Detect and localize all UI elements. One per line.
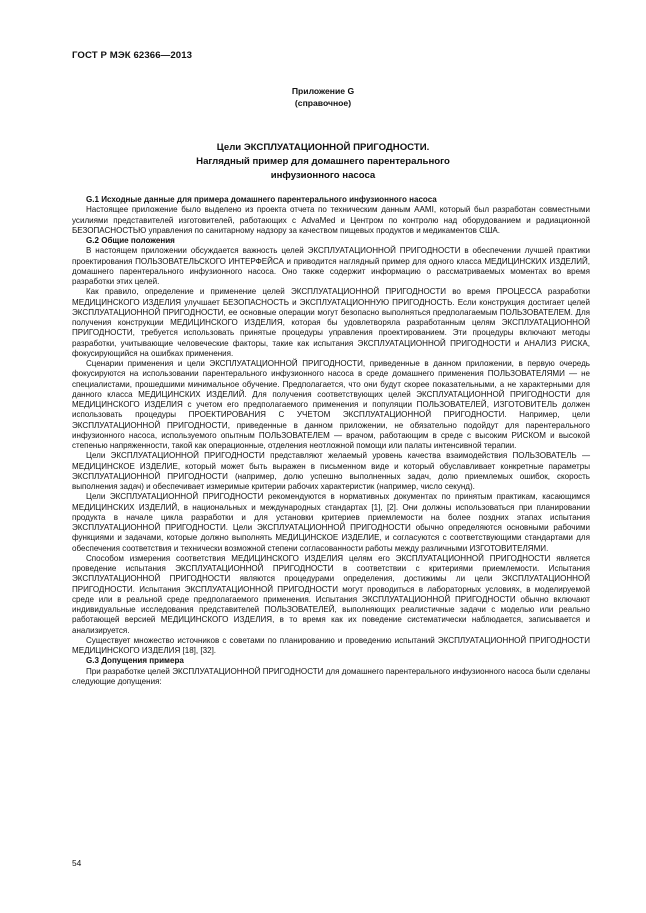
title-line-2: Наглядный пример для домашнего парентерального: [196, 156, 450, 167]
title-line-1: Цели ЭКСПЛУАТАЦИОННОЙ ПРИГОДНОСТИ.: [216, 142, 430, 153]
page-number: 54: [72, 858, 82, 868]
paragraph: Цели ЭКСПЛУАТАЦИОННОЙ ПРИГОДНОСТИ представляют желаемый уровень качества взаимодействия ПОЛЬЗОВАТЕЛЬ — МЕДИЦИНСКОЕ ИЗДЕЛИЕ, который может быть выражен в письменном виде и который обуславливает конкретные параметры ЭКСПЛУАТАЦИОННОЙ ПРИГОДНОСТИ (например, долю успешно выполненных задач, долю приемлемых ошибок, скорость выполнения задач) и обеспечивает измеримые критерии рабочих характеристик (например, число секунд).: [72, 451, 590, 491]
paragraph: Существует множество источников с советами по планированию и проведению испытаний ЭКСПЛУАТАЦИОННОЙ ПРИГОДНОСТИ МЕДИЦИНСКОГО ИЗДЕЛИЯ [18], [32].: [72, 635, 590, 655]
section-heading: G.3 Допущения примера: [86, 656, 184, 666]
document-body: [72, 195, 590, 687]
annex-title: [0, 141, 646, 183]
section-g2: [72, 236, 590, 656]
section-g3: [72, 656, 590, 687]
paragraph: Сценарии применения и цели ЭКСПЛУАТАЦИОННОЙ ПРИГОДНОСТИ, приведенные в данном приложении, в первую очередь фокусируются на использовании парентерального инфузионного насоса в среде домашнего применения ПОЛЬЗОВАТЕЛЯМИ — не специалистами, прошедшими минимальное обучение. Предполагается, что они будут скорее показательными, а не характерными для данного класса МЕДИЦИНСКИХ ИЗДЕЛИЙ. Для получения соответствующих целей ЭКСПЛУАТАЦИОННОЙ ПРИГОДНОСТИ для МЕДИЦИНСКОГО ИЗДЕЛИЯ с учетом его предполагаемого применения и популяции ПОЛЬЗОВАТЕЛЕЙ, ИЗГОТОВИТЕЛЬ должен использовать процедуры ПРОЕКТИРОВАНИЯ С УЧЕТОМ ЭКСПЛУАТАЦИОННОЙ ПРИГОДНОСТИ. Например, цели ЭКСПЛУАТАЦИОННОЙ ПРИГОДНОСТИ, приведенные в данном приложении, не обязательно подойдут для парентерального инфузионного насоса, используемого опытным ПОЛЬЗОВАТЕЛЕМ — врачом, работающим в среде с высоким РИСКОМ и высокой степенью напряженности, такой как операционные, отделения неотложной помощи или палаты интенсивной терапии.: [72, 359, 590, 450]
standard-designation: ГОСТ Р МЭК 62366—2013: [72, 50, 193, 61]
paragraph: В настоящем приложении обсуждается важность целей ЭКСПЛУАТАЦИОННОЙ ПРИГОДНОСТИ в обеспечении лучшей практики проектирования ПОЛЬЗОВАТЕЛЬСКОГО ИНТЕРФЕЙСА и приводится наглядный пример для одного класса МЕДИЦИНСКИХ ИЗДЕЛИЙ, домашнего парентерального инфузионного насоса. Оно также содержит информацию о рассматриваемых моментах во время разработки этих целей.: [72, 246, 590, 286]
paragraph: Цели ЭКСПЛУАТАЦИОННОЙ ПРИГОДНОСТИ рекомендуются в нормативных документах по принятым практикам, касающимся МЕДИЦИНСКИХ ИЗДЕЛИЙ, в национальных и международных стандартах [1], [2]. Они должны использоваться при планировании продукта в начале цикла разработки и для установки критериев приемлемости на более поздних этапах испытания ЭКСПЛУАТАЦИОННОЙ ПРИГОДНОСТИ. Цели ЭКСПЛУАТАЦИОННОЙ ПРИГОДНОСТИ обычно определяются основными рабочими функциями и задачами, которые должно выполнять МЕДИЦИНСКОЕ ИЗДЕЛИЕ, и согласуются с соответствующими стандартами для обеспечения соответствия и технически возможной степени согласованности работы между различными ИЗГОТОВИТЕЛЯМИ.: [72, 492, 590, 553]
section-g1: [72, 195, 590, 236]
section-heading: G.2 Общие положения: [86, 236, 175, 245]
annex-label: Приложение G: [291, 86, 355, 96]
title-line-3: инфузионного насоса: [270, 170, 376, 181]
annex-type: (справочное): [294, 98, 352, 108]
annex-heading: [0, 85, 646, 109]
paragraph: Настоящее приложение было выделено из проекта отчета по техническим данным AAMI, который был разработан совместными усилиями представителей изготовителей, работающих с AdvaMed и Центром по контролю над оборудованием и радиационной БЕЗОПАСНОСТЬЮ управления по санитарному надзору за качеством пищевых продуктов и медикаментов США.: [72, 205, 590, 235]
paragraph: Как правило, определение и применение целей ЭКСПЛУАТАЦИОННОЙ ПРИГОДНОСТИ во время ПРОЦЕССА разработки МЕДИЦИНСКОГО ИЗДЕЛИЯ улучшает БЕЗОПАСНОСТЬ и ЭКСПЛУАТАЦИОННУЮ ПРИГОДНОСТЬ. Если конструкция достигает целей ЭКСПЛУАТАЦИОННОЙ ПРИГОДНОСТИ, ее основные операции могут безопасно выполняться предполагаемым ПОЛЬЗОВАТЕЛЕМ. Для получения конструкции МЕДИЦИНСКОГО ИЗДЕЛИЯ, которая бы удовлетворяла разработанным целям ЭКСПЛУАТАЦИОННОЙ ПРИГОДНОСТИ, требуется использовать принятые процедуры управления проектированием. Эти процедуры включают методы разработки, учитывающие человеческие факторы, такие как испытания ЭКСПЛУАТАЦИОННОЙ ПРИГОДНОСТИ и АНАЛИЗ РИСКА, фокусирующийся на ошибках применения.: [72, 287, 590, 358]
paragraph: При разработке целей ЭКСПЛУАТАЦИОННОЙ ПРИГОДНОСТИ для домашнего парентерального инфузионного насоса были сделаны следующие допущения:: [72, 666, 590, 686]
paragraph: Способом измерения соответствия МЕДИЦИНСКОГО ИЗДЕЛИЯ целям его ЭКСПЛУАТАЦИОННОЙ ПРИГОДНОСТИ является проведение испытания ЭКСПЛУАТАЦИОННОЙ ПРИГОДНОСТИ в соответствии с критериями приемлемости. Испытания ЭКСПЛУАТАЦИОННОЙ ПРИГОДНОСТИ являются процедурами определения, достижимы ли цели ЭКСПЛУАТАЦИОННОЙ ПРИГОДНОСТИ. Испытания ЭКСПЛУАТАЦИОННОЙ ПРИГОДНОСТИ могут проводиться в лабораторных условиях, в моделируемой среде или в реальной среде предполагаемого применения. Испытания ЭКСПЛУАТАЦИОННОЙ ПРИГОДНОСТИ обычно включают индивидуальные исследования представителей ПОЛЬЗОВАТЕЛЕЙ, выполняющих реалистичные задачи с моделью или реально работающей версией МЕДИЦИНСКОГО ИЗДЕЛИЯ, в то время как их поведение систематически наблюдается, записывается и анализируется.: [72, 553, 590, 635]
section-heading: G.1 Исходные данные для примера домашнего парентерального инфузионного насоса: [86, 195, 437, 204]
